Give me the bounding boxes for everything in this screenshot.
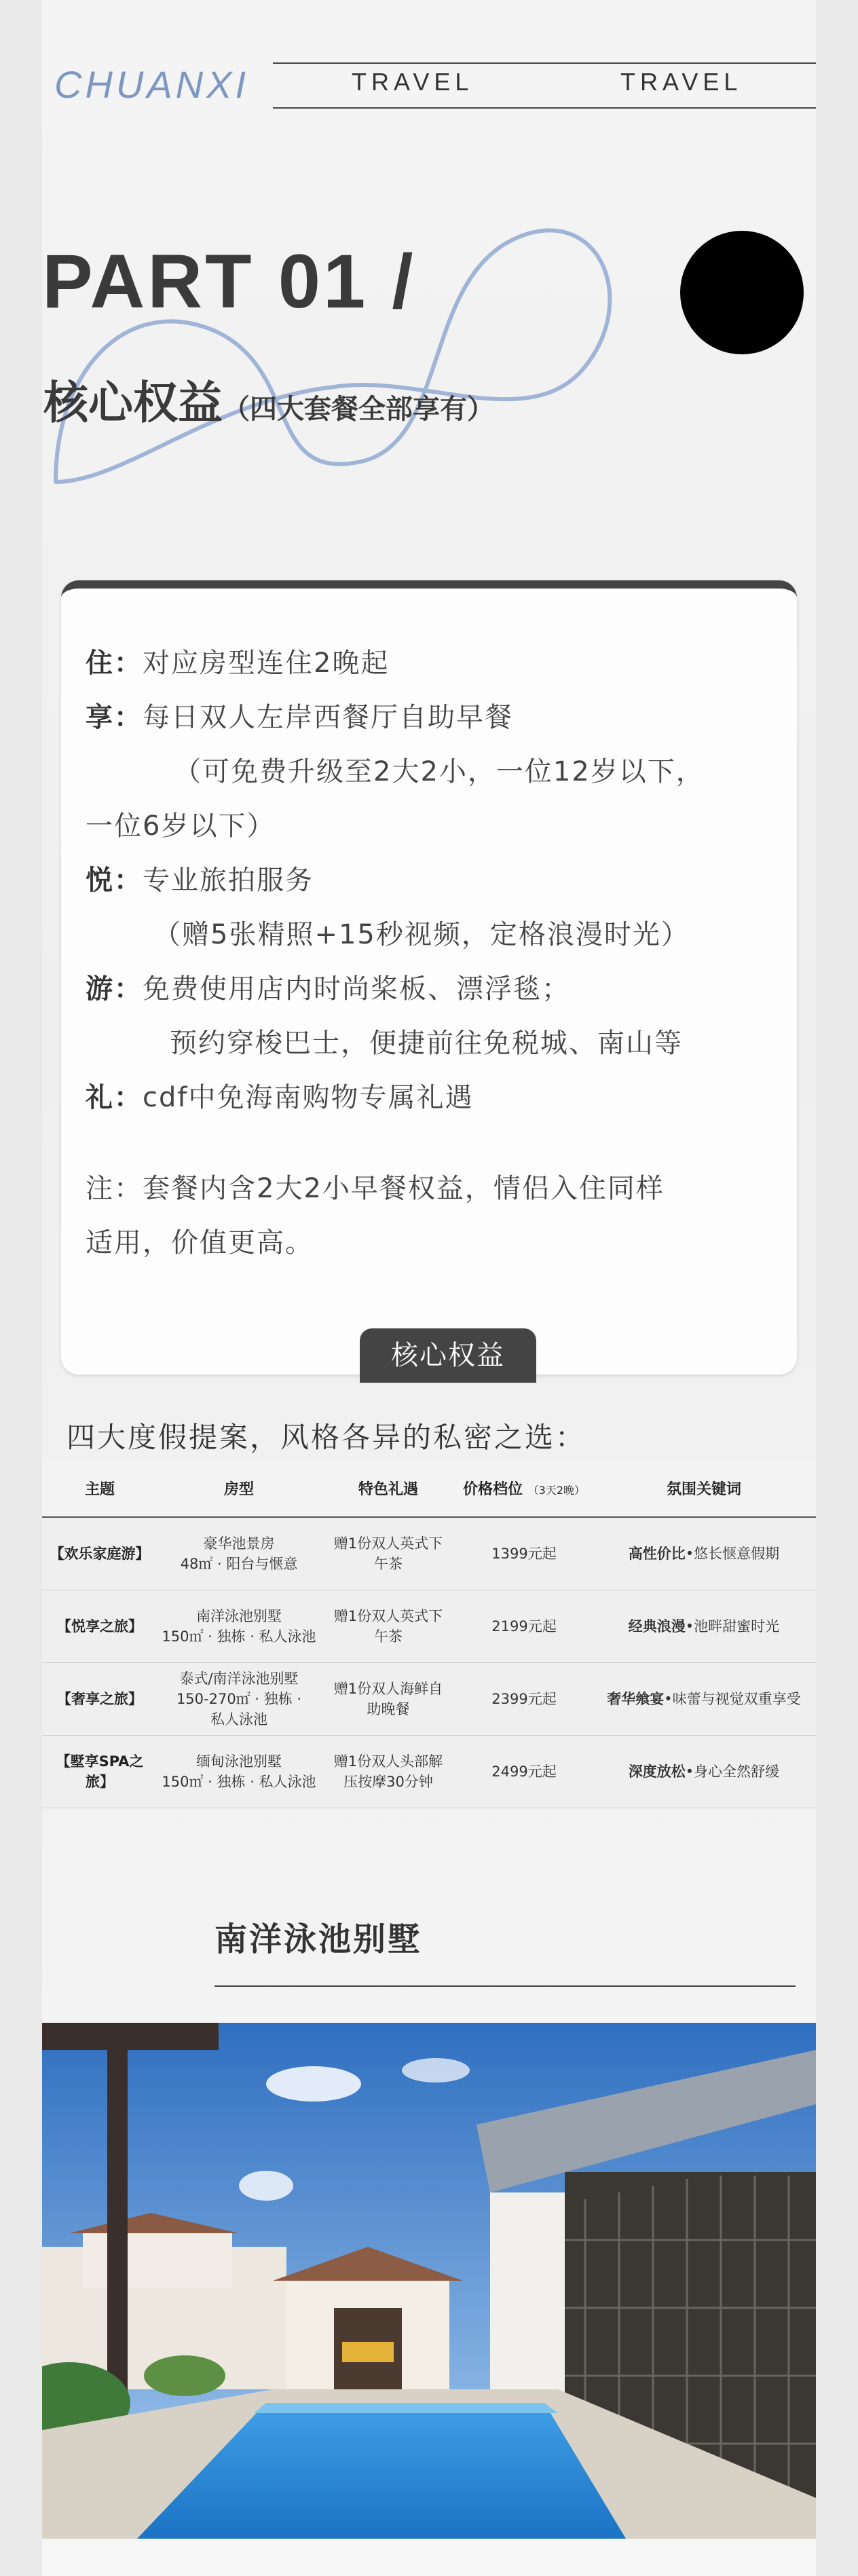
cell-price: 1399元起 [456,1517,592,1590]
header-keywords: 氛围关键词 [592,1459,816,1517]
keyword-rest: •池畔甜蜜时光 [685,1618,780,1635]
table-row [42,1590,816,1663]
cell-price: 2399元起 [456,1663,592,1736]
benefit-text: （赠5张精照+15秒视频，定格浪漫时光） [153,919,690,950]
header-price-label: 价格档位 [462,1480,523,1498]
header-travel-right: TRAVEL [620,68,743,96]
benefit-row-gift [86,1070,778,1125]
keyword-main: 经典浪漫 [628,1618,686,1635]
room-line: 48㎡ · 阳台与惬意 [180,1556,298,1572]
benefit-text: （可免费升级至2大2小，一位12岁以下， [174,756,705,787]
cell-theme: 【欢乐家庭游】 [42,1517,157,1590]
black-circle-decoration [680,231,804,354]
keyword-rest: •味蕾与视觉双重享受 [664,1691,801,1707]
room-line: 150㎡ · 独栋 · 私人泳池 [162,1628,316,1645]
gift-line: 压按摩30分钟 [343,1774,433,1790]
cell-room [157,1590,320,1663]
keyword-main: 奢华飨宴 [607,1691,665,1707]
benefit-row-joy [86,853,778,908]
cell-keywords [592,1663,816,1736]
villa-title-rule [214,1985,796,1987]
benefit-row-stay [86,636,778,690]
benefit-label: 享： [86,702,143,733]
cell-price: 2199元起 [456,1590,592,1663]
cell-keywords [592,1590,816,1663]
gift-line: 赠1份双人头部解 [333,1753,443,1770]
benefit-row-enjoy-detail-1 [86,745,778,799]
header-travel-left: TRAVEL [352,68,474,96]
core-title-text: 核心权益 [43,377,223,429]
core-subtitle: （四大套餐全部享有） [223,394,494,425]
cell-price: 2499元起 [456,1736,592,1808]
room-line: 缅甸泳池别墅 [196,1753,282,1770]
gift-line: 赠1份双人英式下 [333,1535,443,1552]
benefit-text: 一位6岁以下） [86,810,276,842]
benefits-card [61,580,797,1375]
header-price-note: （3天2晚） [527,1483,586,1497]
benefit-note-line-1: 注：套餐内含2大2小早餐权益，情侣入住同样 [86,1173,665,1204]
gift-line: 午茶 [374,1628,403,1645]
benefits-list [86,636,778,1270]
keyword-main: 深度放松 [628,1763,686,1780]
header-rule-top [273,62,816,64]
benefit-row-enjoy-detail-2 [86,799,778,853]
cell-room [157,1736,320,1808]
benefit-text: cdf中免海南购物专属礼遇 [143,1082,474,1113]
cell-theme: 【墅享SPA之旅】 [42,1736,157,1808]
villa-photo [42,2023,816,2539]
cell-theme: 【悦享之旅】 [42,1590,157,1663]
header-price [456,1459,592,1517]
brand-logo: CHUANXI [54,63,250,106]
gift-line: 助晚餐 [367,1701,410,1717]
benefit-note-line-2: 适用，价值更高。 [86,1227,314,1258]
benefit-label: 悦： [86,865,143,896]
room-line: 150㎡ · 独栋 · 私人泳池 [162,1774,316,1790]
table-row [42,1663,816,1736]
page [42,0,816,2576]
cell-keywords [592,1736,816,1808]
benefit-text: 每日双人左岸西餐厅自助早餐 [143,702,513,733]
part-title: PART 01 / [42,239,416,324]
cell-keywords [592,1517,816,1590]
table-header-row [42,1459,816,1517]
room-line: 泰式/南洋泳池别墅 [179,1670,299,1687]
header-gift: 特色礼遇 [320,1459,456,1517]
villa-title: 南洋泳池别墅 [214,1920,423,1958]
benefit-row-tour [86,962,778,1016]
cell-gift [320,1736,456,1808]
room-line: 150-270㎡ · 独栋 · [176,1691,302,1707]
room-line: 南洋泳池别墅 [196,1608,282,1624]
benefit-label: 住： [86,648,143,679]
gift-line: 午茶 [374,1556,403,1572]
benefit-label: 游： [86,973,143,1005]
table-row [42,1736,816,1808]
cell-gift [320,1663,456,1736]
gift-line: 赠1份双人海鲜自 [333,1681,443,1697]
core-benefits-heading [43,367,494,431]
packages-intro: 四大度假提案，风格各异的私密之选： [67,1421,586,1454]
benefit-text: 免费使用店内时尚桨板、漂浮毯； [143,973,570,1005]
benefit-text: 专业旅拍服务 [143,865,314,896]
table-row [42,1517,816,1590]
benefit-text: 对应房型连住2晚起 [143,648,390,679]
benefit-text: 预约穿梭巴士，便捷前往免税城、南山等 [170,1028,683,1059]
core-benefits-tab: 核心权益 [360,1328,536,1383]
cell-room [157,1663,320,1736]
header-rule-bottom [273,107,816,109]
benefit-row-joy-detail [86,908,778,962]
cell-room [157,1517,320,1590]
keyword-rest: •悠长惬意假期 [685,1546,780,1562]
room-line: 私人泳池 [210,1711,267,1728]
keyword-rest: •身心全然舒缓 [685,1763,780,1780]
header-theme: 主题 [42,1459,157,1517]
cell-theme: 【奢享之旅】 [42,1663,157,1736]
cell-gift [320,1590,456,1663]
benefit-label: 礼： [86,1082,143,1113]
room-line: 豪华池景房 [203,1535,275,1552]
header-room: 房型 [157,1459,320,1517]
benefit-row-enjoy [86,690,778,745]
cell-gift [320,1517,456,1590]
gift-line: 赠1份双人英式下 [333,1608,443,1624]
benefit-row-tour-detail [86,1016,778,1070]
keyword-main: 高性价比 [628,1546,686,1562]
packages-table [42,1459,816,1808]
